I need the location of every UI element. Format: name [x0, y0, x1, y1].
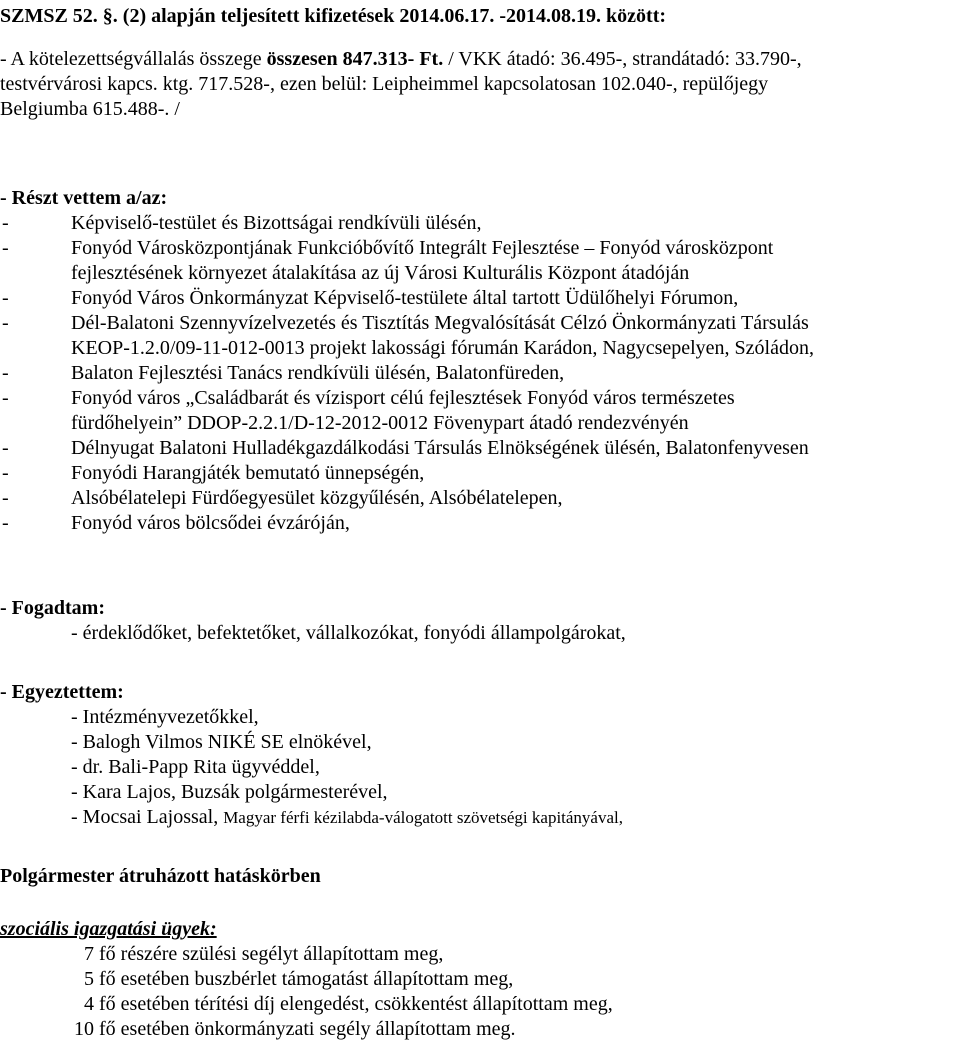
- attended-item: [0, 486, 960, 511]
- payments-line-3: Belgiumba 615.488-. /: [0, 98, 180, 120]
- list-item: 4 fő esetében térítési díj elengedést, csökkentést állapítottam meg,: [84, 993, 613, 1015]
- delegated-list: [0, 942, 960, 1042]
- attended-item-text: fejlesztésének környezet átalakítása az új Városi Kulturális Központ átadóján: [71, 262, 690, 284]
- consulted-title: - Egyeztettem:: [0, 681, 124, 703]
- attended-item-text: KEOP-1.2.0/09-11-012-0013 projekt lakossági fórumán Karádon, Nagycsepelyen, Szóládon,: [71, 337, 814, 359]
- attended-item-text: Fonyód város „Családbarát és vízisport célú fejlesztések Fonyód város természetes: [71, 387, 735, 409]
- list-item: - Intézményvezetőkkel,: [71, 706, 259, 728]
- attended-item-text: Dél-Balatoni Szennyvízelvezetés és Tisztítás Megvalósítását Célzó Önkormányzati Társulás: [71, 312, 809, 334]
- attended-item-text: Fonyód Városközpontjának Funkcióbővítő Integrált Fejlesztése – Fonyód városközpont: [71, 237, 774, 259]
- attended-title: - Részt vettem a/az:: [0, 187, 168, 209]
- list-item-detail: Magyar férfi kézilabda-válogatott szövetségi kapitányával,: [223, 808, 623, 827]
- attended-item-text: Balaton Fejlesztési Tanács rendkívüli ülésén, Balatonfüreden,: [71, 362, 565, 384]
- attended-item: [0, 511, 960, 536]
- list-item: 7 fő részére szülési segélyt állapítottam meg,: [84, 943, 444, 965]
- payments-line-2: testvérvárosi kapcs. ktg. 717.528-, ezen belül: Leipheimmel kapcsolatosan 102.040-, repülőjegy: [0, 73, 769, 95]
- received-title: - Fogadtam:: [0, 597, 105, 619]
- attended-item-text: fürdőhelyein” DDOP-2.2.1/D-12-2012-0012 Fövenypart átadó rendezvényén: [71, 412, 689, 434]
- list-item: - Balogh Vilmos NIKÉ SE elnökével,: [71, 731, 372, 753]
- list-dash: -: [2, 312, 9, 334]
- list-item: 10 fő esetében önkormányzati segély állapítottam meg.: [74, 1018, 516, 1040]
- attended-item-text: Fonyód Város Önkormányzat Képviselő-testülete által tartott Üdülőhelyi Fórumon,: [71, 287, 739, 309]
- attended-item-text: Fonyódi Harangjáték bemutató ünnepségén,: [71, 462, 425, 484]
- attended-item: [0, 236, 960, 261]
- attended-item-text: Képviselő-testület és Bizottságai rendkívüli ülésén,: [71, 212, 482, 234]
- received-list: [0, 621, 960, 646]
- list-dash: -: [2, 487, 9, 509]
- list-dash: -: [2, 212, 9, 234]
- payments-line-1: [0, 47, 955, 72]
- attended-item-text: Délnyugat Balatoni Hulladékgazdálkodási Társulás Elnökségének ülésén, Balatonfenyvesen: [71, 437, 809, 459]
- attended-item-text: Alsóbélatelepi Fürdőegyesület közgyűlésén, Alsóbélatelepen,: [71, 487, 563, 509]
- list-item: 5 fő esetében buszbérlet támogatást állapítottam meg,: [84, 968, 514, 990]
- list-dash: -: [2, 462, 9, 484]
- list-item-prefix: - Mocsai Lajossal,: [71, 806, 224, 828]
- attended-item: [0, 336, 960, 361]
- payments-paragraph: [0, 47, 955, 122]
- attended-item: [0, 286, 960, 311]
- consulted-list: [0, 705, 960, 830]
- attended-item: [0, 361, 960, 386]
- list-item: [0, 805, 960, 830]
- page-title: SZMSZ 52. §. (2) alapján teljesített kifizetések 2014.06.17. -2014.08.19. között:: [0, 5, 667, 27]
- attended-item: [0, 386, 960, 411]
- attended-item: [0, 436, 960, 461]
- delegated-title: Polgármester átruházott hatáskörben: [0, 865, 321, 887]
- payments-prefix: - A kötelezettségvállalás összege: [0, 48, 267, 70]
- list-item: - dr. Bali-Papp Rita ügyvéddel,: [71, 756, 320, 778]
- payments-total: összesen 847.313- Ft.: [266, 48, 444, 70]
- list-dash: -: [2, 387, 9, 409]
- attended-item: [0, 411, 960, 436]
- list-dash: -: [2, 237, 9, 259]
- attended-item: [0, 461, 960, 486]
- delegated-subtitle: szociális igazgatási ügyek:: [0, 918, 217, 940]
- list-dash: -: [2, 287, 9, 309]
- payments-breakdown: / VKK átadó: 36.495-, strandátadó: 33.790-,: [443, 48, 802, 70]
- attended-list: [0, 211, 960, 536]
- list-dash: -: [2, 437, 9, 459]
- attended-item: [0, 311, 960, 336]
- attended-item: [0, 261, 960, 286]
- list-item: - Kara Lajos, Buzsák polgármesterével,: [71, 781, 388, 803]
- list-dash: -: [2, 362, 9, 384]
- attended-item: [0, 211, 960, 236]
- list-dash: -: [2, 512, 9, 534]
- attended-item-text: Fonyód város bölcsődei évzáróján,: [71, 512, 350, 534]
- list-item: - érdeklődőket, befektetőket, vállalkozókat, fonyódi állampolgárokat,: [71, 622, 626, 644]
